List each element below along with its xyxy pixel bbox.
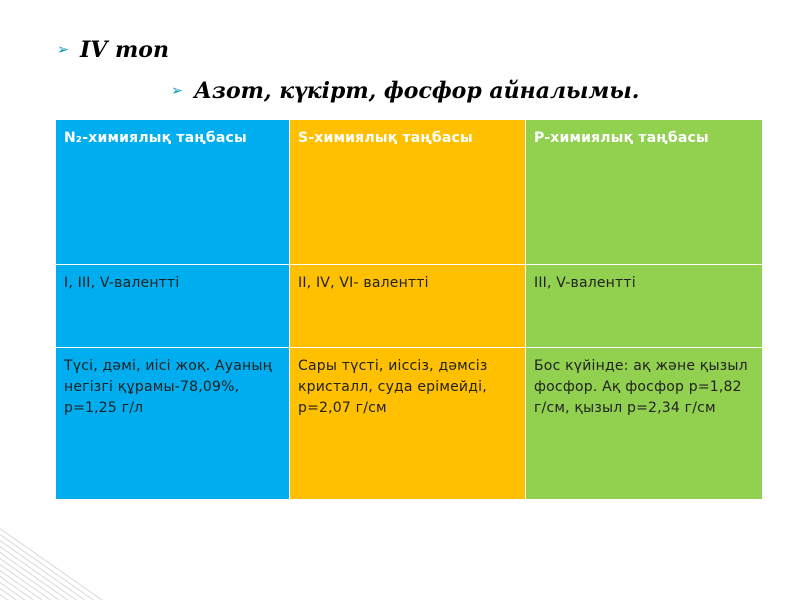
cell-nitrogen-valence: I, III, V-валентті [56, 265, 290, 348]
cell-sulfur-valence: II, IV, VI- валентті [290, 265, 526, 348]
bullet-line-cycle [170, 78, 639, 104]
decorative-stripes [0, 500, 140, 600]
diamond-arrow-bullet-icon: ➢ [57, 42, 69, 58]
elements-table [55, 119, 763, 500]
cell-sulfur-properties: Сары түсті, иіссіз, дәмсіз кристалл, суда ерімейді, p=2,07 г/см [290, 348, 526, 500]
header-sulfur: S-химиялық таңбасы [290, 120, 526, 265]
table-row-valence [56, 265, 763, 348]
header-nitrogen: N₂-химиялық таңбасы [56, 120, 290, 265]
cycle-title: Азот, күкірт, фосфор айналымы. [194, 78, 640, 104]
table-header-row [56, 120, 763, 265]
header-phosphorus: P-химиялық таңбасы [526, 120, 763, 265]
bullet-line-group [56, 37, 169, 63]
table-row-properties [56, 348, 763, 500]
cell-phosphorus-properties: Бос күйінде: ақ және қызыл фосфор. Ақ фосфор p=1,82 г/см, қызыл p=2,34 г/см [526, 348, 763, 500]
diamond-arrow-bullet-icon: ➢ [171, 83, 183, 99]
cell-phosphorus-valence: III, V-валентті [526, 265, 763, 348]
group-title: IV топ [80, 37, 169, 63]
cell-nitrogen-properties: Түсі, дәмі, иісі жоқ. Ауаның негізгі құрамы-78,09%, p=1,25 г/л [56, 348, 290, 500]
